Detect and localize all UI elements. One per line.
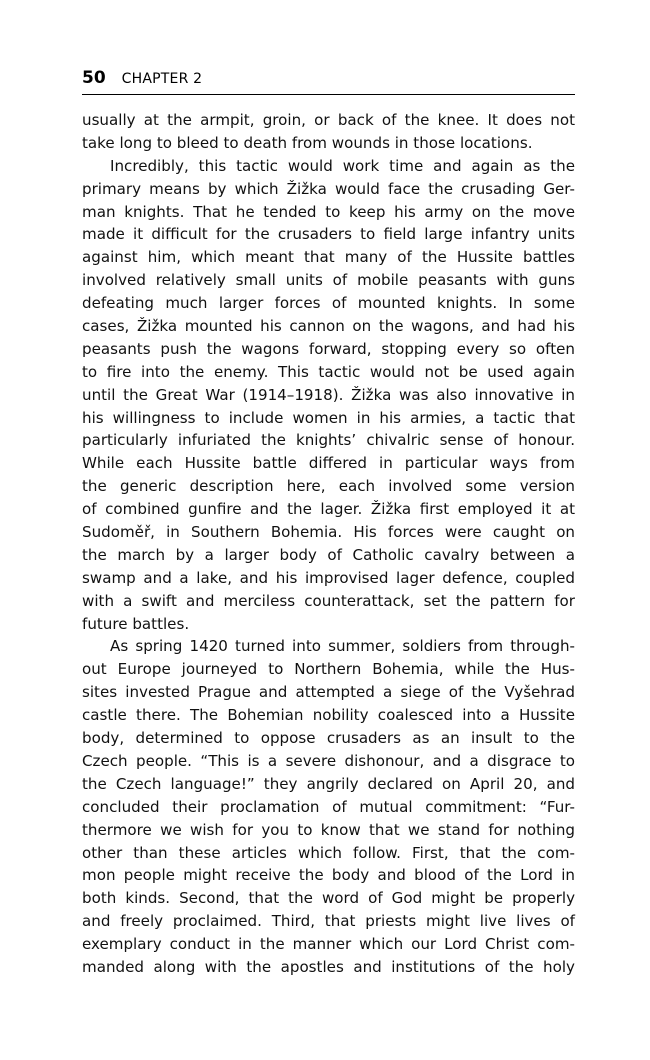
text-line: body, determined to oppose crusaders as an insult to the (82, 729, 575, 748)
text-line: the generic description here, each involved some version (82, 477, 575, 496)
text-line: particularly infuriated the knights’ chivalric sense of honour. (82, 431, 575, 450)
text-line: the march by a larger body of Catholic cavalry between a (82, 545, 575, 564)
text-line: man knights. That he tended to keep his army on the move (82, 202, 575, 221)
text-line: sites invested Prague and attempted a siege of the Vyšehrad (82, 683, 575, 702)
text-line: with a swift and merciless counterattack, set the pattern for (82, 591, 575, 610)
text-line: future battles. (82, 614, 190, 633)
text-line: swamp and a lake, and his improvised lager defence, coupled (82, 568, 575, 587)
text-line: until the Great War (1914–1918). Žižka was also innovative in (82, 385, 575, 404)
text-line: against him, which meant that many of the Hussite battles (82, 248, 575, 267)
text-line: Incredibly, this tactic would work time and again as the (110, 156, 575, 175)
text-line: primary means by which Žižka would face the crusading Ger- (82, 179, 575, 198)
text-line: the Czech language!” they angrily declared on April 20, and (82, 774, 575, 793)
chapter-label: CHAPTER 2 (121, 71, 203, 87)
running-header (82, 68, 575, 95)
text-line: take long to bleed to death from wounds in those locations. (82, 133, 533, 152)
text-line: mon people might receive the body and blood of the Lord in (82, 866, 575, 885)
text-line: peasants push the wagons forward, stopping every so often (82, 339, 575, 358)
text-line: defeating much larger forces of mounted knights. In some (82, 294, 575, 313)
text-line: castle there. The Bohemian nobility coalesced into a Hussite (82, 706, 575, 725)
text-line: Sudoměř, in Southern Bohemia. His forces were caught on (82, 523, 575, 542)
text-line: cases, Žižka mounted his cannon on the wagons, and had his (82, 317, 575, 336)
text-line: other than these articles which follow. First, that the com- (82, 843, 575, 862)
text-line: his willingness to include women in his armies, a tactic that (82, 408, 575, 427)
book-page (82, 68, 575, 979)
text-line: both kinds. Second, that the word of God might be properly (82, 889, 575, 908)
text-line: As spring 1420 turned into summer, soldiers from through- (110, 637, 575, 656)
text-line: involved relatively small units of mobile peasants with guns (82, 271, 575, 290)
text-line: Czech people. “This is a severe dishonour, and a disgrace to (82, 751, 575, 770)
text-line: out Europe journeyed to Northern Bohemia, while the Hus- (82, 660, 575, 679)
text-line: and freely proclaimed. Third, that priests might live lives of (82, 912, 575, 931)
text-line: made it difficult for the crusaders to field large infantry units (82, 225, 575, 244)
text-line: exemplary conduct in the manner which our Lord Christ com- (82, 935, 575, 954)
page-number: 50 (82, 68, 106, 88)
text-line: concluded their proclamation of mutual commitment: “Fur- (82, 797, 575, 816)
body-text (82, 109, 575, 979)
text-line: thermore we wish for you to know that we stand for nothing (82, 820, 575, 839)
text-line: manded along with the apostles and institutions of the holy (82, 957, 575, 976)
text-line: While each Hussite battle differed in particular ways from (82, 454, 575, 473)
text-line: usually at the armpit, groin, or back of the knee. It does not (82, 111, 575, 129)
text-line: to fire into the enemy. This tactic would not be used again (82, 362, 575, 381)
text-line: of combined gunfire and the lager. Žižka first employed it at (82, 500, 575, 519)
